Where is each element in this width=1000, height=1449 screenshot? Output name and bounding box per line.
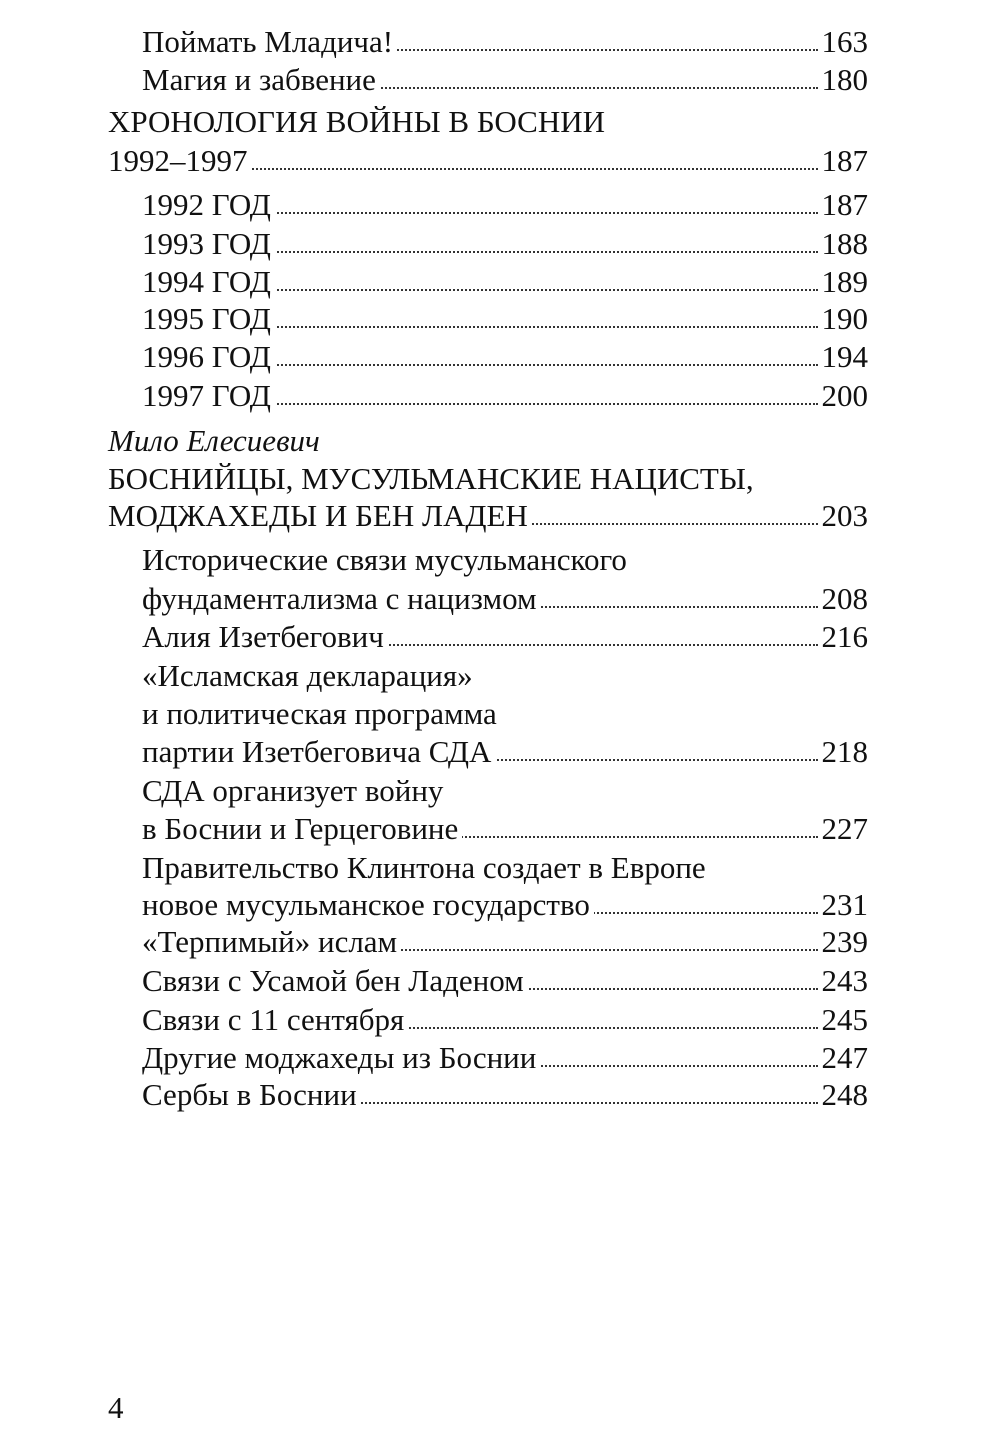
- toc-entry-title: партии Изетбеговича СДА: [142, 732, 495, 772]
- toc-entry: [0, 848, 1000, 888]
- toc-entry: [0, 299, 1000, 339]
- toc-entry-title: СДА организует войну: [142, 771, 447, 811]
- toc-entry-title: Связи с Усамой бен Ладеном: [142, 961, 528, 1001]
- toc-entry: [0, 922, 1000, 962]
- toc-entry-title: 1992 ГОД: [142, 185, 275, 225]
- toc-section-heading: [0, 102, 1000, 142]
- toc-entry: [0, 224, 1000, 264]
- toc-entry-title: в Боснии и Герцеговине: [142, 809, 462, 849]
- toc-section-heading: [0, 459, 1000, 499]
- toc-entry-title: «Исламская декларация»: [142, 656, 477, 696]
- toc-entry-title: «Терпимый» ислам: [142, 922, 401, 962]
- toc-entry: [0, 961, 1000, 1001]
- toc-entry: [0, 337, 1000, 377]
- toc-entry-page: 180: [819, 60, 869, 100]
- toc-entry: [0, 885, 1000, 925]
- toc-entry-title: Магия и забвение: [142, 60, 380, 100]
- toc-entry-title: МОДЖАХЕДЫ И БЕН ЛАДЕН: [108, 496, 532, 536]
- toc-entry: [0, 60, 1000, 100]
- toc-entry-title: фундаментализма с нацизмом: [142, 579, 541, 619]
- toc-entry: [0, 809, 1000, 849]
- toc-entry-title: Связи с 11 сентября: [142, 1000, 408, 1040]
- toc-entry-page: 245: [819, 1000, 869, 1040]
- toc-entry-title: 1997 ГОД: [142, 376, 275, 416]
- toc-entry-page: 216: [819, 617, 869, 657]
- toc-entry: [0, 22, 1000, 62]
- toc-entry-page: 188: [819, 224, 869, 264]
- toc-entry-title: и политическая программа: [142, 694, 501, 734]
- page-number: 4: [108, 1390, 124, 1425]
- toc-entry: [0, 1075, 1000, 1115]
- toc-entry-title: Мило Елесиевич: [108, 421, 324, 461]
- toc-entry-page: 243: [819, 961, 869, 1001]
- toc-entry-title: Поймать Младича!: [142, 22, 397, 62]
- toc-entry: [0, 694, 1000, 734]
- toc-entry-title: новое мусульманское государство: [142, 885, 594, 925]
- toc-entry-title: 1993 ГОД: [142, 224, 275, 264]
- toc-entry-page: 227: [819, 809, 869, 849]
- toc-entry-title: 1996 ГОД: [142, 337, 275, 377]
- author-name: [0, 421, 1000, 461]
- toc-entry: [0, 732, 1000, 772]
- toc-entry-page: 203: [819, 496, 869, 536]
- toc-entry-page: 187: [819, 185, 869, 225]
- toc-entry-title: Сербы в Боснии: [142, 1075, 361, 1115]
- toc-entry-title: Правительство Клинтона создает в Европе: [142, 848, 710, 888]
- toc-entry: [0, 656, 1000, 696]
- toc-entry-title: 1995 ГОД: [142, 299, 275, 339]
- toc-entry-page: 248: [819, 1075, 869, 1115]
- toc-entry-title: 1992–1997: [108, 141, 252, 181]
- toc-entry-page: 239: [819, 922, 869, 962]
- toc-entry: [0, 141, 1000, 181]
- toc-entry-page: 190: [819, 299, 869, 339]
- toc-entry-title: ХРОНОЛОГИЯ ВОЙНЫ В БОСНИИ: [108, 102, 609, 142]
- toc-entry-page: 208: [819, 579, 869, 619]
- toc-entry: [0, 496, 1000, 536]
- toc-entry: [0, 1000, 1000, 1040]
- toc-entry-page: 163: [819, 22, 869, 62]
- toc-entry-page: 194: [819, 337, 869, 377]
- toc-entry: [0, 1038, 1000, 1078]
- toc-entry: [0, 617, 1000, 657]
- toc-entry-page: 189: [819, 262, 869, 302]
- toc-entry-title: БОСНИЙЦЫ, МУСУЛЬМАНСКИЕ НАЦИСТЫ,: [108, 459, 758, 499]
- toc-entry-page: 231: [819, 885, 869, 925]
- toc-entry-title: Алия Изетбегович: [142, 617, 388, 657]
- toc-entry: [0, 262, 1000, 302]
- toc-entry-title: 1994 ГОД: [142, 262, 275, 302]
- toc-entry: [0, 771, 1000, 811]
- toc-entry: [0, 579, 1000, 619]
- toc-entry-page: 200: [819, 376, 869, 416]
- toc-entry: [0, 376, 1000, 416]
- toc-entry-title: Исторические связи мусульманского: [142, 540, 631, 580]
- toc-entry-title: Другие моджахеды из Боснии: [142, 1038, 540, 1078]
- toc-entry: [0, 185, 1000, 225]
- toc-entry-page: 187: [819, 141, 869, 181]
- toc-entry-page: 218: [819, 732, 869, 772]
- toc-entry-page: 247: [819, 1038, 869, 1078]
- toc-entry: [0, 540, 1000, 580]
